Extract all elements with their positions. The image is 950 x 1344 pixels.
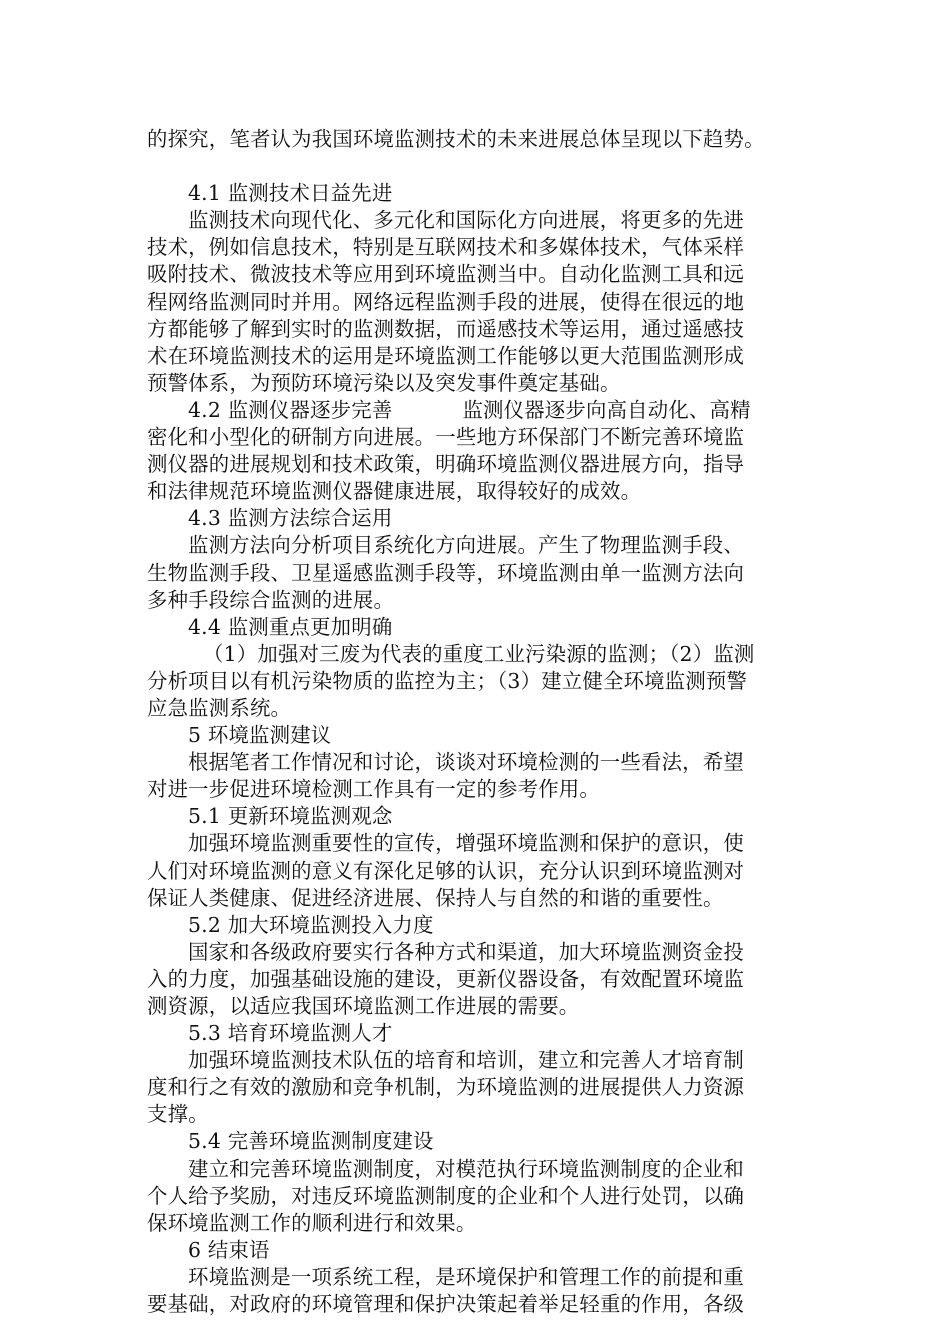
body-line: 方都能够了解到实时的监测数据，而遥感技术等运用，通过遥感技 [147, 316, 745, 341]
body-line: （1）加强对三废为代表的重度工业污染源的监测；（2）监测 [203, 641, 755, 666]
body-line: 要基础，对政府的环境管理和保护决策起着举足轻重的作用，各级 [147, 1292, 745, 1317]
document-body [147, 126, 807, 1318]
section-heading-5: 5 环境监测建议 [188, 723, 332, 748]
body-line: 程网络监测同时并用。网络远程监测手段的进展，使得在很远的地 [147, 289, 745, 314]
body-line: 和法律规范环境监测仪器健康进展，取得较好的成效。 [147, 479, 642, 504]
body-line: 多种手段综合监测的进展。 [147, 587, 395, 612]
body-line: 术在环境监测技术的运用是环境监测工作能够以更大范围监测形成 [147, 343, 745, 368]
body-line: 对进一步促进环境检测工作具有一定的参考作用。 [147, 777, 600, 802]
section-heading-4-3: 4.3 监测方法综合运用 [188, 506, 393, 531]
section-heading-4-2: 4.2 监测仪器逐步完善 [188, 397, 393, 422]
body-line: 生物监测手段、卫星遥感监测手段等，环境监测由单一监测方法向 [147, 560, 745, 585]
body-text: 监测仪器逐步向高自动化、高精 [462, 397, 751, 422]
body-line: 个人给予奖励，对违反环境监测制度的企业和个人进行处罚，以确 [147, 1183, 745, 1208]
body-line: 支撑。 [147, 1102, 209, 1127]
body-line: 环境监测是一项系统工程，是环境保护和管理工作的前提和重 [188, 1264, 744, 1289]
body-line: 人们对环境监测的意义有深化足够的认识，充分认识到环境监测对 [147, 858, 745, 883]
section-heading-4-2-line [147, 397, 807, 424]
section-heading-5-3: 5.3 培育环境监测人才 [188, 1021, 393, 1046]
body-line: 密化和小型化的研制方向进展。一些地方环保部门不断完善环境监 [147, 425, 745, 450]
section-heading-5-2: 5.2 加大环境监测投入力度 [188, 912, 434, 937]
body-line: 加强环境监测技术队伍的培育和培训，建立和完善人才培育制 [188, 1048, 744, 1073]
body-line: 加强环境监测重要性的宣传，增强环境监测和保护的意识，使 [188, 831, 744, 856]
body-line: 国家和各级政府要实行各种方式和渠道，加大环境监测资金投 [188, 939, 744, 964]
body-line: 预警体系，为预防环境污染以及突发事件奠定基础。 [147, 370, 621, 395]
section-heading-4-4: 4.4 监测重点更加明确 [188, 614, 393, 639]
section-heading-5-4: 5.4 完善环境监测制度建设 [188, 1129, 434, 1154]
section-heading-6: 6 结束语 [188, 1237, 270, 1262]
body-line: 度和行之有效的激励和竞争机制，为环境监测的进展提供人力资源 [147, 1075, 745, 1100]
body-line: 保环境监测工作的顺利进行和效果。 [147, 1210, 477, 1235]
body-line: 监测方法向分析项目系统化方向进展。产生了物理监测手段、 [188, 533, 744, 558]
body-line: 测仪器的进展规划和技术政策，明确环境监测仪器进展方向，指导 [147, 452, 745, 477]
body-line: 入的力度，加强基础设施的建设，更新仪器设备，有效配置环境监 [147, 966, 745, 991]
body-line: 保证人类健康、促进经济进展、保持人与自然的和谐的重要性。 [147, 885, 724, 910]
body-line: 吸附技术、微波技术等应用到环境监测当中。自动化监测工具和远 [147, 262, 745, 287]
section-heading-4-1: 4.1 监测技术日益先进 [188, 181, 393, 206]
body-line: 监测技术向现代化、多元化和国际化方向进展，将更多的先进 [188, 208, 744, 233]
body-line: 建立和完善环境监测制度，对模范执行环境监测制度的企业和 [188, 1156, 744, 1181]
body-line: 应急监测系统。 [147, 695, 292, 720]
section-heading-5-1: 5.1 更新环境监测观念 [188, 804, 393, 829]
body-line: 根据笔者工作情况和讨论，谈谈对环境检测的一些看法，希望 [188, 750, 744, 775]
body-line: 测资源，以适应我国环境监测工作进展的需要。 [147, 994, 580, 1018]
body-line: 分析项目以有机污染物质的监控为主；（3）建立健全环境监测预警 [147, 668, 748, 693]
body-line: 的探究，笔者认为我国环境监测技术的未来进展总体呈现以下趋势。 [147, 127, 765, 151]
body-line: 技术，例如信息技术，特别是互联网技术和多媒体技术，气体采样 [147, 235, 745, 260]
blank-line [147, 153, 807, 180]
